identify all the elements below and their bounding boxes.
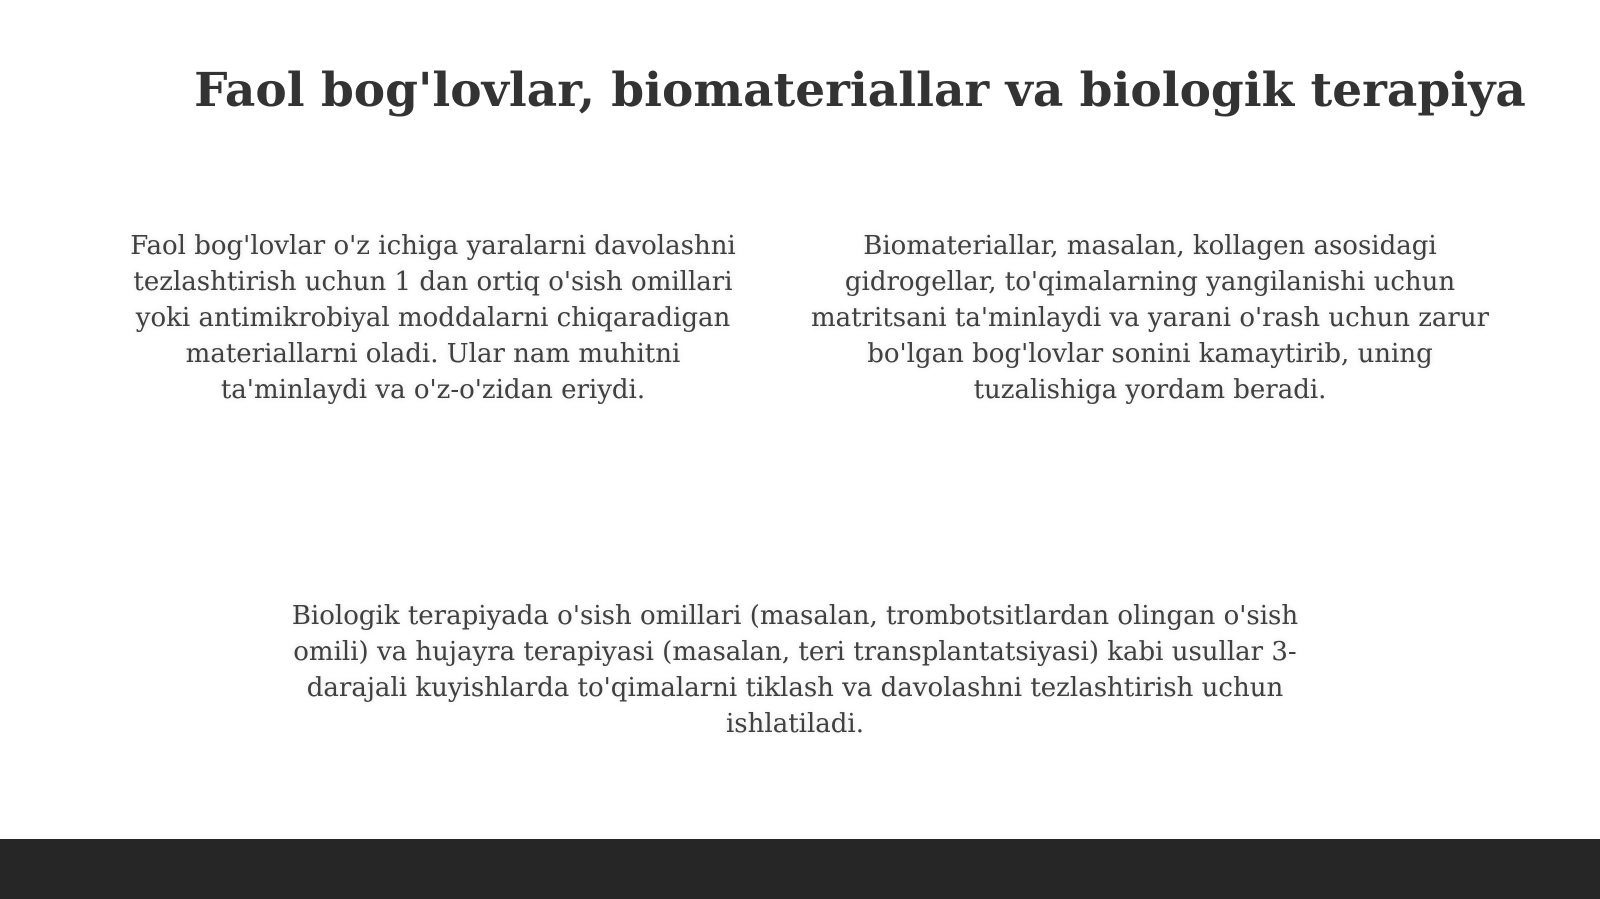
slide-title: Faol bog'lovlar, biomateriallar va biologik terapiya <box>194 63 1526 118</box>
footer-bar <box>0 839 1600 899</box>
text-block-biologic-therapy: Biologik terapiyada o'sish omillari (masalan, trombotsitlardan olingan o'sish omili) va hujayra terapiyasi (masalan, teri transplantatsiyasi) kabi usullar 3-darajali kuyishlarda to'qimalarni tiklash va davolashni tezlashtirish uchun ishlatiladi. <box>291 601 1299 739</box>
text-block-active-dressings: Faol bog'lovlar o'z ichiga yaralarni davolashni tezlashtirish uchun 1 dan ortiq o'sish omillari yoki antimikrobiyal moddalarni chiqaradigan materiallarni oladi. Ular nam muhitni ta'minlaydi va o'z-o'zidan eriydi. <box>130 231 736 405</box>
text-block-biomaterials: Biomateriallar, masalan, kollagen asosidagi gidrogellar, to'qimalarning yangilanishi uchun matritsani ta'minlaydi va yarani o'rash uchun zarur bo'lgan bog'lovlar sonini kamaytirib, uning tuzalishiga yordam beradi. <box>810 231 1490 405</box>
